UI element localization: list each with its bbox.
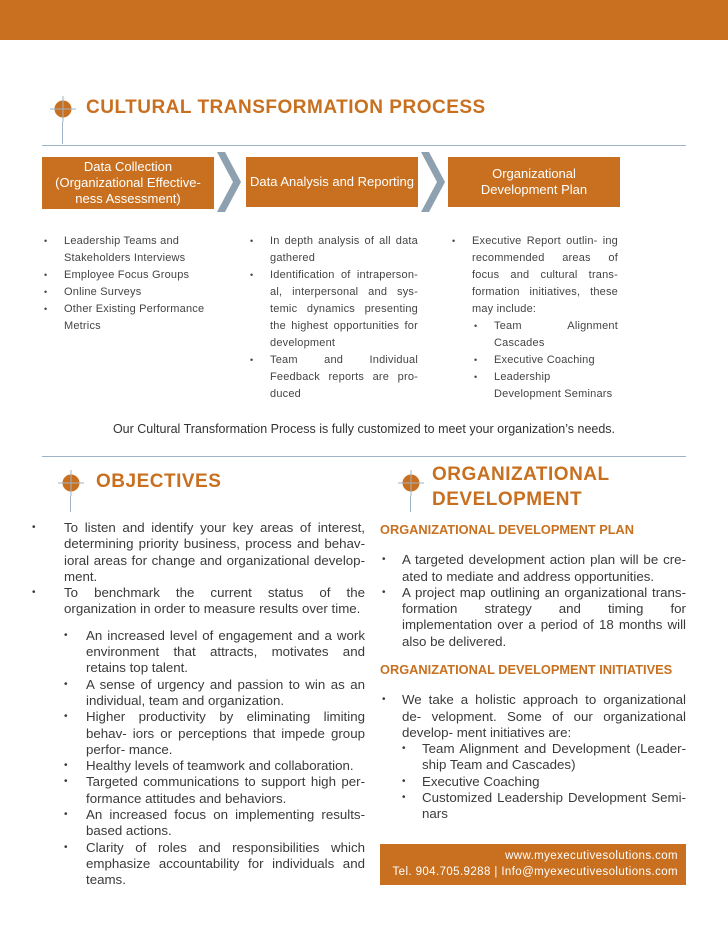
list-item: • Targeted communications to support high per- formance attitudes and behaviors. — [32, 774, 365, 807]
list-item: • A project map outlining an organizational trans- formation strategy and timing for implementation over a period of 18 months will also be delivered. — [380, 585, 686, 650]
step-data-collection: Data Collection (Organizational Effective- ness Assessment) — [42, 157, 214, 209]
process-tagline: Our Cultural Transformation Process is fully customized to meet your organization’s needs. — [112, 422, 616, 436]
list-item: • Executive Coaching — [472, 352, 618, 369]
list-item: • Team Alignment and Development (Leader- ship Team and Cascades) — [380, 741, 686, 774]
crosshair-icon — [50, 96, 76, 122]
top-banner — [0, 0, 728, 40]
list-item: • Online Surveys — [42, 284, 222, 301]
crosshair-icon — [398, 470, 424, 496]
chevron-right-icon — [217, 152, 241, 212]
list-item: • Employee Focus Groups — [42, 267, 222, 284]
divider-vertical — [62, 122, 63, 144]
list-item: • Higher productivity by eliminating limiting behav- iors or perceptions that impede group perfor- mance. — [32, 709, 365, 758]
chevron-right-icon — [421, 152, 445, 212]
list-item: • Leadership Development Seminars — [472, 369, 618, 403]
objectives-list — [32, 520, 365, 889]
process-column-3 — [450, 233, 618, 403]
list-item: • To listen and identify your key areas of interest, determining priority business, process and behav- ioral areas for change and organizational develop- ment. — [32, 520, 365, 585]
list-item: • A sense of urgency and passion to win as an individual, team and organization. — [32, 677, 365, 710]
contact-info[interactable]: Tel. 904.705.9288 | Info@myexecutivesolutions.com — [392, 866, 678, 878]
divider-vertical — [70, 496, 71, 512]
list-item: • Identification of intraperson- al, interpersonal and sys- temic dynamics presenting the highest opportunities for development — [248, 267, 418, 352]
od-title-line: ORGANIZATIONAL — [432, 464, 610, 485]
list-item: • Customized Leadership Development Semi- nars — [380, 790, 686, 823]
list-item: • Healthy levels of teamwork and collaboration. — [32, 758, 365, 774]
od-title — [432, 462, 610, 512]
list-item: • Executive Coaching — [380, 774, 686, 790]
list-item: • An increased focus on implementing results- based actions. — [32, 807, 365, 840]
contact-footer — [380, 844, 686, 885]
divider-vertical — [410, 496, 411, 512]
list-item: • To benchmark the current status of the organization in order to measure results over time. — [32, 585, 365, 618]
process-title: CULTURAL TRANSFORMATION PROCESS — [86, 97, 486, 118]
website-link[interactable]: www.myexecutivesolutions.com — [505, 850, 678, 862]
list-item: • An increased level of engagement and a work environment that attracts, motivates and retains top talent. — [32, 628, 365, 677]
section-divider — [42, 145, 686, 146]
od-initiatives — [380, 662, 686, 823]
process-column-2 — [248, 233, 418, 403]
step-od-plan: Organizational Development Plan — [448, 157, 620, 207]
list-item: • We take a holistic approach to organizational de- velopment. Some of our organizational develop- ment initiatives are: — [380, 692, 686, 741]
od-title-line: DEVELOPMENT — [432, 489, 583, 510]
list-item: • Leadership Teams and Stakeholders Interviews — [42, 233, 222, 267]
list-item: • Team and Individual Feedback reports are pro- duced — [248, 352, 418, 403]
objectives-title: OBJECTIVES — [96, 471, 222, 492]
list-item: • Clarity of roles and responsibilities which emphasize accountability for individuals and teams. — [32, 840, 365, 889]
list-item: • In depth analysis of all data gathered — [248, 233, 418, 267]
step-data-analysis: Data Analysis and Reporting — [246, 157, 418, 207]
list-item: • Team Alignment Cascades — [472, 318, 618, 352]
od-initiatives-heading: ORGANIZATIONAL DEVELOPMENT INITIATIVES — [380, 662, 673, 677]
process-column-1 — [42, 233, 222, 335]
od-plan-heading: ORGANIZATIONAL DEVELOPMENT PLAN — [380, 522, 635, 537]
list-item: • A targeted development action plan will be cre- ated to mediate and address opportunities. — [380, 552, 686, 585]
crosshair-icon — [58, 470, 84, 496]
list-item: • Other Existing Performance Metrics — [42, 301, 222, 335]
section-divider — [42, 456, 686, 457]
od-plan — [380, 522, 686, 650]
list-item: • Executive Report outlin- ing recommended areas of focus and cultural trans- formation initiatives, these may include: — [450, 233, 618, 318]
